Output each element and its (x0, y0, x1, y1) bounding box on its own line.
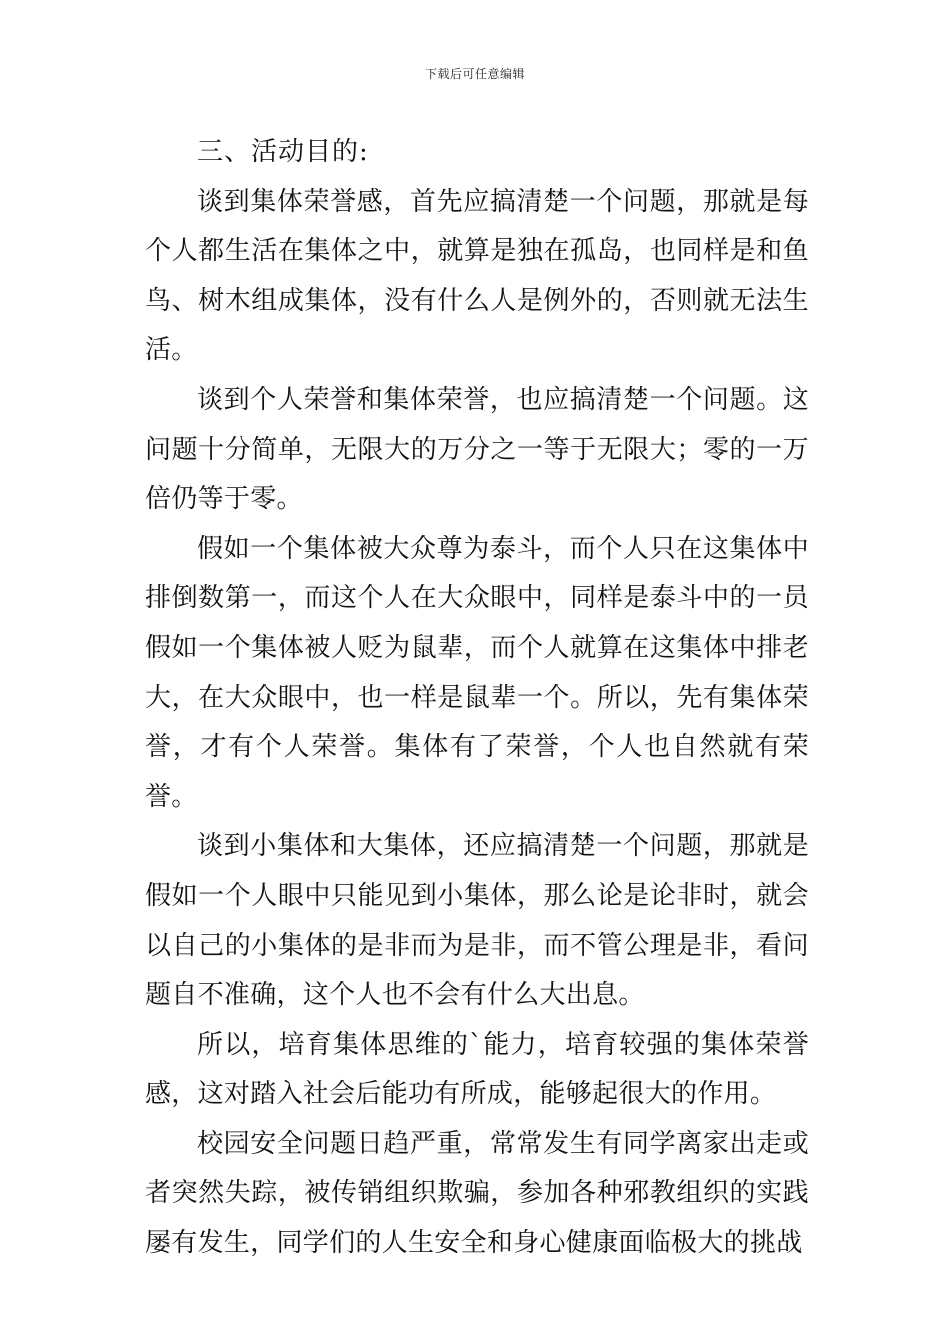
section-heading: 三、活动目的: (197, 137, 369, 167)
document-body (145, 128, 809, 1269)
paragraph-taidou-example: 假如一个集体被大众尊为泰斗，而个人只在这集体中排倒数第一，而这个人在大众眼中，同样是泰斗中的一员假如一个集体被人贬为鼠辈，而个人就算在这集体中排老大，在大众眼中，也一样是鼠辈一个。所以，先有集体荣誉，才有个人荣誉。集体有了荣誉，个人也自然就有荣誉。 (145, 533, 809, 812)
paragraph-campus-safety: 校园安全问题日趋严重，常常发生有同学离家出走或者突然失踪，被传销组织欺骗，参加各种邪教组织的实践屡有发生，同学们的人生安全和身心健康面临极大的挑战 (145, 1128, 809, 1259)
paragraph-small-vs-large-collective: 谈到小集体和大集体，还应搞清楚一个问题，那就是假如一个人眼中只能见到小集体，那么论是论非时，就会以自己的小集体的是非而为是非，而不管公理是非，看问题自不准确，这个人也不会有什么大出息。 (145, 831, 809, 1011)
page-header-note: 下载后可任意编辑 (424, 67, 525, 81)
paragraph-collective-honor: 谈到集体荣誉感，首先应搞清楚一个问题，那就是每个人都生活在集体之中，就算是独在孤岛，也同样是和鱼鸟、树木组成集体，没有什么人是例外的，否则就无法生活。 (145, 186, 809, 366)
paragraph-conclusion: 所以，培育集体思维的`能力，培育较强的集体荣誉感，这对踏入社会后能功有所成，能够起很大的作用。 (145, 1029, 809, 1110)
paragraph-personal-vs-collective: 谈到个人荣誉和集体荣誉，也应搞清楚一个问题。这问题十分简单，无限大的万分之一等于无限大；零的一万倍仍等于零。 (145, 384, 809, 515)
